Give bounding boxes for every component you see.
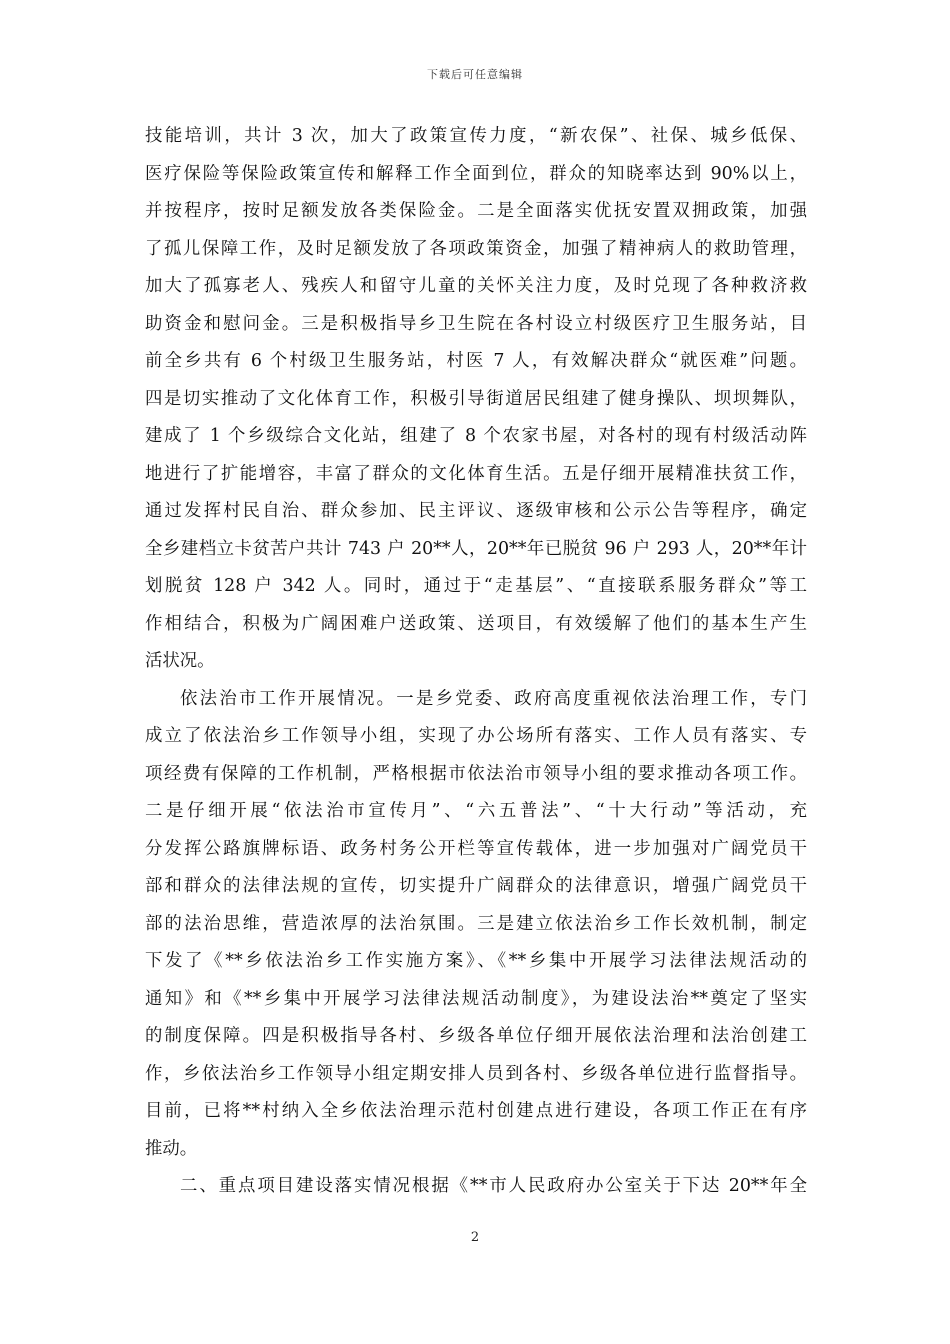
paragraph-line: 了孤儿保障工作，及时足额发放了各项政策资金，加强了精神病人的救助管理， [145, 238, 807, 259]
paragraph-line: 医疗保险等保险政策宣传和解释工作全面到位，群众的知晓率达到 90%以上， [145, 163, 807, 184]
paragraph-line: 四是切实推动了文化体育工作，积极引导街道居民组建了健身操队、坝坝舞队， [145, 388, 807, 409]
paragraph-line: 地进行了扩能增容，丰富了群众的文化体育生活。五是仔细开展精准扶贫工作， [145, 463, 807, 484]
paragraph-line: 技能培训，共计 3 次，加大了政策宣传力度，“新农保”、社保、城乡低保、 [145, 126, 807, 146]
paragraph-line: 二是仔细开展“依法治市宣传月”、“六五普法”、“十大行动”等活动，充 [145, 801, 807, 821]
page-header-note: 下载后可任意编辑 [427, 68, 523, 81]
paragraph-line: 分发挥公路旗牌标语、政务村务公开栏等宣传载体，进一步加强对广阔党员干 [145, 838, 807, 859]
paragraph [145, 681, 807, 1169]
paragraph-line: 二、重点项目建设落实情况根据《**市人民政府办公室关于下达 20**年全 [180, 1176, 807, 1196]
paragraph-line: 项经费有保障的工作机制，严格根据市依法治市领导小组的要求推动各项工作。 [145, 763, 807, 784]
paragraph-line: 成立了依法治乡工作领导小组，实现了办公场所有落实、工作人员有落实、专 [145, 726, 807, 746]
paragraph-line: 加大了孤寡老人、残疾人和留守儿童的关怀关注力度，及时兑现了各种救济救 [145, 276, 807, 296]
paragraph-line: 通过发挥村民自治、群众参加、民主评议、逐级审核和公示公告等程序，确定 [145, 501, 807, 521]
paragraph [145, 1168, 807, 1206]
paragraph-line: 目前，已将**村纳入全乡依法治理示范村创建点进行建设，各项工作正在有序 [145, 1101, 807, 1121]
paragraph-line: 依法治市工作开展情况。一是乡党委、政府高度重视依法治理工作，专门 [180, 688, 807, 709]
paragraph-line: 助资金和慰问金。三是积极指导乡卫生院在各村设立村级医疗卫生服务站，目 [145, 313, 807, 334]
paragraph-line: 前全乡共有 6 个村级卫生服务站，村医 7 人，有效解决群众“就医难”问题。 [145, 351, 807, 371]
paragraph-line: 的制度保障。四是积极指导各村、乡级各单位仔细开展依法治理和法治创建工 [145, 1026, 807, 1046]
page-number: 2 [470, 1230, 480, 1245]
paragraph-line: 作相结合，积极为广阔困难户送政策、送项目，有效缓解了他们的基本生产生 [145, 613, 807, 634]
paragraph-line: 建成了 1 个乡级综合文化站，组建了 8 个农家书屋，对各村的现有村级活动阵 [145, 426, 807, 446]
paragraph-line: 并按程序，按时足额发放各类保险金。二是全面落实优抚安置双拥政策，加强 [145, 201, 807, 221]
document-body [145, 118, 807, 1206]
paragraph-line: 全乡建档立卡贫苦户共计 743 户 20**人，20**年已脱贫 96 户 293 人，20**年计 [145, 538, 807, 559]
paragraph [145, 118, 807, 681]
paragraph-line: 推动。 [145, 1138, 198, 1159]
paragraph-line: 下发了《**乡依法治乡工作实施方案》、《**乡集中开展学习法律法规活动的 [145, 951, 807, 971]
paragraph-line: 部和群众的法律法规的宣传，切实提升广阔群众的法律意识，增强广阔党员干 [145, 876, 807, 896]
paragraph-line: 划脱贫 128 户 342 人。同时，通过于“走基层”、“直接联系服务群众”等工 [145, 576, 807, 596]
paragraph-line: 部的法治思维，营造浓厚的法治氛围。三是建立依法治乡工作长效机制，制定 [145, 913, 807, 934]
paragraph-line: 作，乡依法治乡工作领导小组定期安排人员到各村、乡级各单位进行监督指导。 [145, 1063, 807, 1084]
paragraph-line: 通知》和《**乡集中开展学习法律法规活动制度》，为建设法治**奠定了坚实 [145, 988, 807, 1009]
paragraph-line: 活状况。 [145, 651, 215, 671]
